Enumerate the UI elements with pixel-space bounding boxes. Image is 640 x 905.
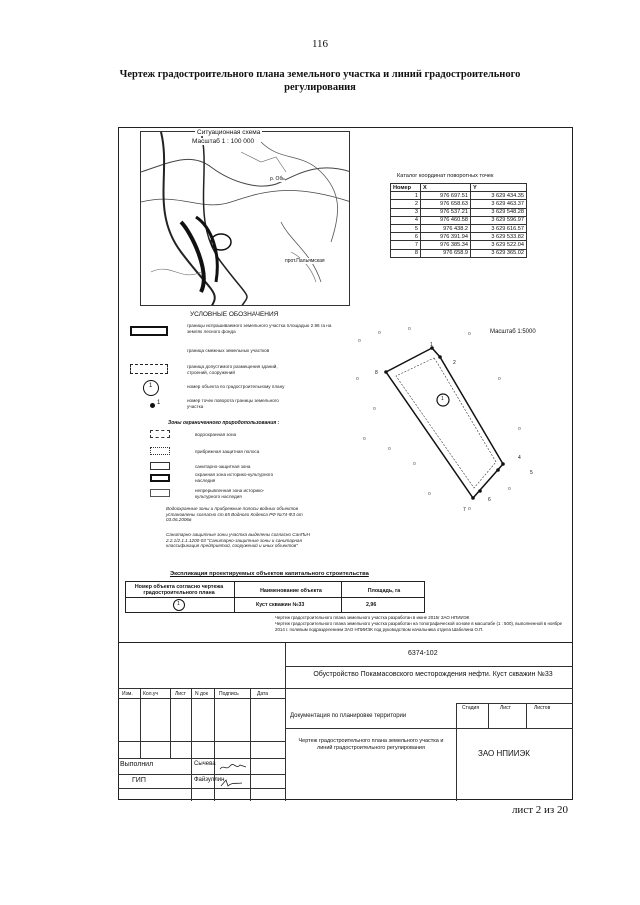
catalog-title: Каталог координат поворотных точек: [397, 173, 494, 179]
explication-header-number: Номер объекта согласно чертежа градостроительного плана: [134, 584, 224, 596]
svg-text:o: o: [358, 338, 361, 344]
legend-build-symbol: [130, 364, 168, 374]
svg-text:o: o: [428, 491, 431, 497]
catalog-cell-x: 976 391.94: [421, 233, 471, 241]
stamp-header-list: Лист: [175, 691, 186, 697]
page-number: 116: [311, 38, 329, 50]
svg-text:o: o: [518, 426, 521, 432]
catalog-cell-y: 3 629 548.28: [471, 208, 527, 216]
svg-text:o: o: [468, 331, 471, 337]
catalog-cell-number: 3: [391, 208, 421, 216]
catalog-header-number: Номер: [391, 184, 421, 192]
zone-heritage2-symbol: [150, 489, 170, 497]
plan-scale: Масштаб 1:5000: [490, 329, 536, 335]
situation-map: [141, 132, 350, 306]
explication-row-area: 2,96: [366, 602, 377, 608]
catalog-cell-y: 3 629 522.04: [471, 241, 527, 249]
channel-label: прот.Пальямская: [285, 258, 325, 264]
catalog-cell-x: 976 697.51: [421, 192, 471, 200]
catalog-cell-number: 4: [391, 216, 421, 224]
situation-scheme: [140, 131, 350, 306]
zone-item-4: охранная зона историко-культурного наследия: [195, 472, 274, 483]
catalog-cell-x: 976 658.63: [421, 200, 471, 208]
stamp-header-sign: Подпись: [219, 691, 239, 697]
role-chief: ГИП: [132, 777, 146, 784]
river-label: р. Обь: [270, 176, 285, 182]
signature-performer: [218, 759, 248, 769]
svg-text:o: o: [408, 326, 411, 332]
organization: ЗАО НПИИЭК: [478, 749, 530, 758]
svg-text:o: o: [388, 446, 391, 452]
catalog-body: [391, 192, 527, 258]
catalog-header-x: X: [421, 184, 471, 192]
catalog-cell-y: 3 629 533.82: [471, 233, 527, 241]
catalog-header-y: Y: [471, 184, 527, 192]
svg-text:o: o: [373, 406, 376, 412]
zone-sanitary-symbol: [150, 462, 170, 470]
project-name: Обустройство Покамасовского месторождения нефти. Куст скважин №33: [313, 671, 553, 678]
role-performer: Выполнил: [120, 761, 154, 768]
legend-item-3: граница допустимого размещения зданий, строений, сооружений: [187, 364, 278, 375]
catalog-row: [391, 208, 527, 216]
plan-object-number: 1: [441, 396, 444, 402]
sheet-counter: лист 2 из 20: [511, 804, 568, 816]
explication-title: Экспликация проектируемых объектов капитального строительства: [170, 571, 369, 577]
zone-shore-symbol: [150, 447, 170, 455]
sheet-header: Лист: [500, 705, 511, 711]
svg-text:o: o: [356, 376, 359, 382]
catalog-row: [391, 233, 527, 241]
catalog-cell-number: 2: [391, 200, 421, 208]
catalog-cell-y: 3 629 463.37: [471, 200, 527, 208]
legend-point-number: 1: [157, 400, 161, 406]
name-chief: Файзуллин: [194, 777, 225, 783]
catalog-cell-x: 976 438.2: [421, 224, 471, 232]
explication-row-name: Куст скважин №33: [256, 602, 305, 608]
explication-header-area: Площадь, га: [367, 588, 401, 594]
svg-text:o: o: [413, 461, 416, 467]
catalog-row: [391, 192, 527, 200]
signature-chief: [218, 775, 248, 785]
svg-text:o: o: [468, 506, 471, 512]
catalog-cell-y: 3 629 434.35: [471, 192, 527, 200]
note-2: Чертеж градостроительного плана земельного участка разработан на топографической основе в масштабе (1 : 500), выполненной в ноябре 2014 г. полевым подразделением ЗАО НПИИЭК под руководством начальника отдела Шабелина О.П.: [275, 621, 563, 632]
svg-text:o: o: [508, 486, 511, 492]
legend-object-number: 1: [149, 383, 153, 389]
stamp-header-date: Дата: [257, 691, 269, 697]
legend-parcel-symbol: [130, 326, 168, 336]
catalog-cell-x: 976 658.9: [421, 249, 471, 257]
zones-title: Зоны ограниченного природопользования :: [168, 420, 280, 426]
zone-item-1: водоохранная зона: [195, 432, 237, 437]
catalog-cell-y: 3 629 596.97: [471, 216, 527, 224]
plan-point-5: 5: [530, 470, 533, 476]
catalog-cell-number: 7: [391, 241, 421, 249]
site-plan: [348, 320, 548, 520]
situation-scale: Масштаб 1 : 100 000: [192, 138, 255, 145]
page-title: Чертеж градостроительного плана земельного участка и линий градостроительного регулирования: [119, 69, 521, 93]
svg-text:o: o: [378, 330, 381, 336]
plan-point-8: 8: [375, 370, 378, 376]
legend-note-1: Водоохранные зоны и прибрежные полосы водных объектов установлены согласно ст.65 Водного Кодекса РФ №74-ФЗ от 03.06.2006в: [166, 506, 303, 522]
title-block: [118, 642, 573, 800]
drawing-name: Чертеж градостроительного плана земельного участка и линий градостроительного регулирования: [298, 738, 444, 751]
doc-name: Документация по планировке территории: [290, 713, 407, 719]
legend-note-2: Санитарно-защитные зоны участка выделены согласно СанПиН 2.2.1/2.1.1.1200-03 "Санитарно-защитные зоны и санитарная классификация предприятий, сооружений и иных объектов": [166, 532, 310, 548]
stamp-header-kol: Кол.уч: [143, 691, 158, 697]
zone-heritage-symbol: [150, 474, 170, 482]
explication-row-number: 1: [177, 601, 180, 607]
catalog-cell-number: 6: [391, 233, 421, 241]
stage-header: Стадия: [462, 705, 480, 711]
svg-text:o: o: [363, 436, 366, 442]
zone-water-symbol: [150, 430, 170, 438]
catalog-cell-y: 3 629 616.57: [471, 224, 527, 232]
legend-item-5: номер точек поворота границы земельного участка: [187, 398, 279, 409]
zone-item-5: непрерывленная зона историко-культурного наследия: [195, 488, 265, 499]
plan-point-6: 6: [488, 497, 491, 503]
catalog-cell-number: 5: [391, 224, 421, 232]
plan-point-4: 4: [518, 455, 521, 461]
zone-item-2: прибрежная защитная полоса: [195, 449, 260, 454]
explication-header-name: Наименование объекта: [260, 588, 322, 594]
legend-point-symbol: [150, 403, 155, 408]
plan-drawing: [348, 320, 548, 520]
plan-point-1: 1: [430, 342, 433, 348]
catalog-cell-x: 976 537.21: [421, 208, 471, 216]
name-performer: Сычева: [194, 761, 216, 767]
explication-table: [125, 581, 425, 613]
situation-title: Ситуационная схема: [197, 129, 261, 136]
catalog-cell-number: 8: [391, 249, 421, 257]
plan-point-7: 7: [463, 507, 466, 513]
plan-point-2: 2: [453, 360, 456, 366]
catalog-cell-x: 976 385.34: [421, 241, 471, 249]
note-1: Чертеж градостроительного плана земельного участка разработан в июне 2015г ЗАО НПИИЭК: [275, 615, 470, 620]
stamp-header-izm: Изм.: [122, 691, 133, 697]
catalog-cell-x: 976 460.58: [421, 216, 471, 224]
stamp-header-ndoc: N док: [195, 691, 208, 697]
catalog-row: [391, 200, 527, 208]
catalog-row: [391, 249, 527, 257]
zone-item-3: санитарно-защитная зона: [195, 464, 251, 469]
project-code: 6374-102: [408, 650, 438, 657]
sheets-header: Листов: [534, 705, 551, 711]
svg-text:o: o: [498, 376, 501, 382]
legend-item-4: номер объекта по градостроительному плану: [187, 384, 285, 389]
coordinates-catalog: [390, 183, 527, 258]
catalog-row: [391, 224, 527, 232]
legend-item-1: границы испрашиваемого земельного участка площадью 2.96 га на землях лесного фонда: [187, 323, 332, 334]
catalog-row: [391, 241, 527, 249]
catalog-cell-y: 3 629 365.02: [471, 249, 527, 257]
legend-title: УСЛОВНЫЕ ОБОЗНАЧЕНИЯ: [190, 311, 279, 318]
legend-item-2: граница смежных земельных участков: [187, 348, 270, 353]
catalog-row: [391, 216, 527, 224]
catalog-cell-number: 1: [391, 192, 421, 200]
